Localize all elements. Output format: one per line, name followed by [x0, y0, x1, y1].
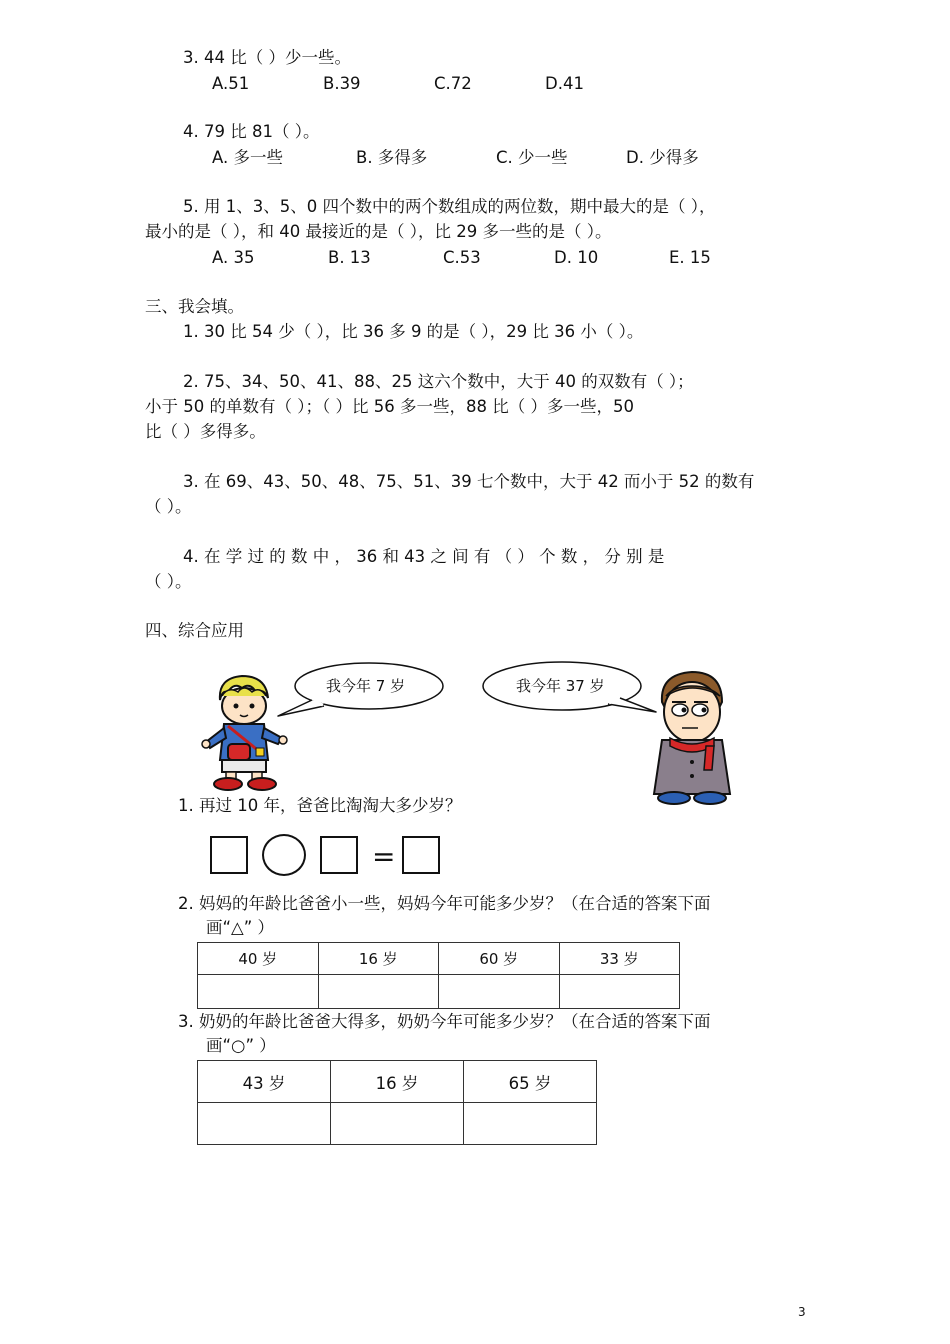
section-3-question-4-line-1: 4. 在 学 过 的 数 中 ， 36 和 43 之 间 有 （ ） 个 数 ， 分 别 是	[183, 547, 665, 566]
section-3-question-3-line-1: 3. 在 69、43、50、48、75、51、39 七个数中，大于 42 而小于 52 的数有	[183, 472, 755, 491]
question-2-4-stem: 4. 79 比 81（ ）。	[183, 122, 320, 141]
q2-3-option-a: A.51	[212, 74, 250, 93]
question-2-5-line-1: 5. 用 1、3、5、0 四个数中的两个数组成的两位数，期中最大的是（ ），	[183, 197, 716, 216]
q2-5-option-c: C.53	[443, 248, 481, 267]
child-bubble-text: 我今年 7 岁	[326, 677, 406, 695]
grandma-age-option-2: 16 岁	[331, 1061, 464, 1103]
mom-age-option-1: 40 岁	[198, 943, 319, 975]
q2-4-option-a: A. 多一些	[212, 148, 283, 167]
grandma-age-option-1: 43 岁	[198, 1061, 331, 1103]
answer-box-3[interactable]	[402, 836, 440, 874]
mom-age-option-3: 60 岁	[439, 943, 560, 975]
equals-sign: =	[372, 840, 396, 873]
dad-bubble-text: 我今年 37 岁	[516, 677, 605, 695]
section-3-question-2-line-3: 比（ ）多得多。	[145, 422, 266, 441]
q2-4-option-b: B. 多得多	[356, 148, 428, 167]
section-4-question-1: 1. 再过 10 年，爸爸比淘淘大多少岁？	[178, 796, 462, 815]
section-4-title: 四、综合应用	[145, 621, 244, 640]
section-4-question-2-line-2: 画“△” ）	[206, 918, 275, 937]
dad-illustration	[640, 666, 740, 806]
q2-4-option-d: D. 少得多	[626, 148, 699, 167]
q2-5-option-e: E. 15	[669, 248, 711, 267]
section-3-question-2-line-1: 2. 75、34、50、41、88、25 这六个数中，大于 40 的双数有（ ）；	[183, 372, 694, 391]
mom-age-option-4: 33 岁	[559, 943, 680, 975]
section-3-question-1: 1. 30 比 54 少（ ），比 36 多 9 的是（ ），29 比 36 小（ ）。	[183, 322, 644, 341]
section-3-question-3-line-2: （ ）。	[145, 497, 192, 516]
section-4-question-3-line-1: 3. 奶奶的年龄比爸爸大得多，奶奶今年可能多少岁？（在合适的答案下面	[178, 1012, 711, 1031]
q2-5-option-a: A. 35	[212, 248, 255, 267]
grandma-answer-cell-1[interactable]	[198, 1103, 331, 1145]
operator-circle[interactable]	[262, 834, 306, 876]
grandma-answer-cell-3[interactable]	[464, 1103, 597, 1145]
q2-3-option-d: D.41	[545, 74, 584, 93]
q2-4-option-c: C. 少一些	[496, 148, 568, 167]
q2-3-option-b: B.39	[323, 74, 361, 93]
answer-box-1[interactable]	[210, 836, 248, 874]
section-3-title: 三、我会填。	[145, 297, 244, 316]
q2-5-option-b: B. 13	[328, 248, 371, 267]
question-2-3-stem: 3. 44 比（ ）少一些。	[183, 48, 351, 67]
mom-answer-cell-4[interactable]	[559, 975, 680, 1009]
section-3-question-2-line-2: 小于 50 的单数有（ ）；（ ）比 56 多一些，88 比（ ）多一些，50	[145, 397, 634, 416]
mom-answer-cell-1[interactable]	[198, 975, 319, 1009]
question-2-5-line-2: 最小的是（ ），和 40 最接近的是（ ），比 29 多一些的是（ ）。	[145, 222, 612, 241]
section-4-question-2-line-1: 2. 妈妈的年龄比爸爸小一些，妈妈今年可能多少岁？（在合适的答案下面	[178, 894, 711, 913]
mom-answer-cell-2[interactable]	[318, 975, 439, 1009]
mom-age-option-2: 16 岁	[318, 943, 439, 975]
grandma-age-option-3: 65 岁	[464, 1061, 597, 1103]
q2-5-option-d: D. 10	[554, 248, 599, 267]
section-4-question-3-line-2: 画“○” ）	[206, 1036, 276, 1055]
q2-3-option-c: C.72	[434, 74, 472, 93]
section-3-question-4-line-2: （ ）。	[145, 572, 192, 591]
grandma-answer-cell-2[interactable]	[331, 1103, 464, 1145]
mom-age-table	[197, 942, 680, 1009]
answer-box-2[interactable]	[320, 836, 358, 874]
grandma-age-table	[197, 1060, 597, 1145]
page-number: 3	[798, 1305, 806, 1319]
mom-answer-cell-3[interactable]	[439, 975, 560, 1009]
